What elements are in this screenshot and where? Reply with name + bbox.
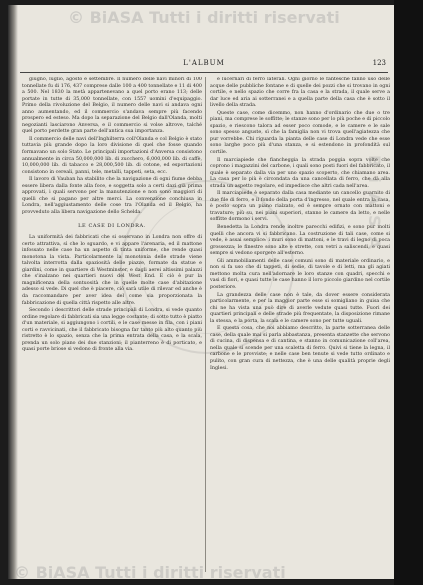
- page-number: 123: [372, 59, 386, 67]
- newspaper-page: [8, 5, 394, 579]
- paragraph: E questa cosa, che noi abbiamo descritto, la parte sotterranea delle case, della quale mai si parla abbastanza, presenta stanzette che servono di cucina, di dispensa e di cantina, e stanno in comunicazione coll'area, nella quale si scende per una scaletta di ferro. Quivi si tiene la legna, il carbone e le provviste; e nelle case ben tenute si vede tutto ordinato e pulito, con gran cura di nettezza, che è una delle qualità proprie degli Inglesi.: [210, 326, 390, 371]
- section-title: LE CASE DI LONDRA.: [78, 223, 146, 230]
- paragraph: Gli ammobiliamenti delle case comuni sono di materiale ordinario, e non si fa uso che di tappeti, di sedie, di tavole e di letti, ma gli agiati mettono molta cura nell'adornare le loro stanze con quadri, specchi e vasi di fiori, e quasi tutte le case hanno il loro piccolo giardino nel cortile posteriore.: [210, 258, 390, 290]
- paragraph: La grandezza delle case non è tale, da dover essere considerata particolarmente, e per la maggior parte esse si somigliano in guisa che chi ne ha vista una può dire di averle vedute quasi tutte. Fuori dei quartieri principali e delle strade più frequentate, la disposizione rimane la stessa, e la porta, la scala e le camere sono per tutte uguali.: [210, 292, 390, 324]
- paragraph: Secondo i descrittori delle strade principali di Londra, si vede quanto ordine regolare di fabbricati sia una legge costante; di sotto tutto è piatto d'un materiale, si aggiungono i cortili, e le case messe in fila, con i piani corti e ravvicinati, che il fabbricato bisogna far tanto più alto quanto più ristretto è lo spazio, senza che la prima entrata della casa, e la scala, prenda un solo piano dei due stanzioni; il pianterreno è di porticato, e quasi porte briose si vedono di fronte alla via.: [22, 308, 202, 353]
- watermark-bottom: © BiASA Tutti i diritti riservati: [14, 563, 286, 579]
- paragraph: Il lavoro di Vauban ha stabilito che la navigazione di ogni fiume debba essere libera dalla fonte alla foce, e soggetta solo a certi dazi già prima approvati, i quali servono per la manutenzione e non sono maggiori di quelli che si pagano per altre merci. La convenzione conchiusa in Londra, nell'aggiustamento delle cose tra l'Olanda ed il Belgio, ha provveduto alla libera navigazione dello Schelda.: [22, 177, 202, 215]
- header-rule: [20, 72, 388, 73]
- watermark-side: BiASA: [365, 155, 384, 259]
- left-column: [22, 77, 202, 572]
- paragraph: Il commercio delle navi dell'Inghilterra coll'Olanda e col Belgio è stato tuttavia più grande dopo la loro divisione di quel che fosse quando formavano un solo Stato. Le principali importazioni d'Anversa consistono annualmente in circa 50,000,000 lib. di zucchero, 6,000,000 lib. di caffè, 10,000,000 lib. di tabacco e 28,000,500 lib. di cotone, ed esportazioni consistono in cereali, panni, tele, metalli, tappeti, seta, ecc.: [22, 136, 202, 175]
- watermark-top: © BiASA Tutti i diritti riservati: [68, 8, 340, 27]
- paragraph: Queste case, come dicemmo, non hanno d'ordinario che due o tre piani, ma comprese le soffitte; le stanze sono per lo più poche e di piccolo spazio, e riescono talora ad esser poco comode, e le camere e le sale sono spesso anguste, sì che la famiglia non vi trova quell'agiatezza che pur vorrebbe. Chi riguarda la pianta delle case di Londra vede che esse sono larghe poco più d'una stanza, e si estendono in profondità sul cortile.: [210, 110, 390, 156]
- right-column: [210, 77, 390, 572]
- paragraph: Il marciapiede che fiancheggia la strada poggia sopra volte che coprono i magazzini del carbone, i quali sono posti fuori del fabbricato, il quale è separato dalla via per uno spazio scoperto, che chiamano area. La casa per lo più è circondata da una cancellata di ferro, che dà alla strada un aspetto regolare, ed impedisce che altri cada nell'area.: [210, 157, 390, 189]
- paragraph: Benedetta la Londra rende inoltre parecchi edifizi, e sono pur molti quelli che ancora vi si fabbricano. La costruzione di tali case, come si vede, è assai semplice: i muri sono di mattoni, e le travi di legno di poca grossezza; le finestre sono alte e strette, con vetri a saliscendi, e quasi sempre si vedono sporgere all'esterno.: [210, 225, 390, 257]
- paragraph: Il marciapiede è separato dalla casa mediante un cancello guarnito di due file di ferro, e il fondo della porta d'ingresso, nel quale entra la casa, è posto sopra un piano rialzato, ed è sempre ornato con mattoni e travature; più su, nei piani superiori, stanno le camere da letto, e nelle soffitte dormono i servi.: [210, 191, 390, 223]
- running-title: L'ALBUM: [183, 59, 225, 67]
- column-divider: [205, 77, 206, 572]
- paragraph: La uniformità dei fabbricati che si osservano in Londra non offre di certo attrattiva, sì che lo sguardo, e vi appare l'arenaria, ed il mattone infossato nelle case ha un aspetto di tinta uniforme, che rende quasi monotona la vista. Particolarmente la monotonia delle strade viene talvolta interrotta dalla spaziosità delle piazze, formate da statue e giardini, come in quartiere di Westminster, e dagli aerei altissimi palazzi che s'inalzano nei quartieri nuovi del West End. E ciò è pur la magnificenza della sontuosità che in quelle molte case d'abitazione adesso si vede. Di quel che è piacere, ciò sarà utile di rilevar ed anche è da raccomandare per aver idea del come sia proporzionata la fabbricazione di quella città rispetto alle altre.: [22, 235, 202, 306]
- scan-background-band: [394, 0, 423, 585]
- paragraph: giugno, luglio, agosto e settembre. Il numero delle navi minori di 100 tonnellate fu di 176, 437 comprese dalle 100 a 400 tonnellate e 11 di 400 a 500. Nel 1830 la metà appartenevano a quel porto erano 113; delle portate in tutte di 35,000 tonnellate, con 1557 uomini d'equipaggio. Primo della rivoluzione del Belgio, il numero delle navi si andava ogni anno aumentando, ed il commercio s'andava sempre più facendo prospero ed esteso. Ma dopo la separazione del Belgio dall'Olanda, molti negozianti lasciarono Anversa, e il commercio si volse altrove, talché quel porto perdette gran parte dell'antica sua importanza.: [22, 77, 202, 135]
- page-gutter-shadow: [8, 5, 18, 579]
- paragraph: e lucernari di ferro laterali. Ogni giorno le fantesche fanno uso delle acque delle pubbliche fontane e di quelle dei pozzi che si trovano in ogni cortile, e nello spazio che corre fra la casa e la strada, il quale serve a dar luce ed aria ai sotterranei e a quella parte della casa che è sotto il livello della strada.: [210, 77, 390, 109]
- page-header: [20, 59, 388, 71]
